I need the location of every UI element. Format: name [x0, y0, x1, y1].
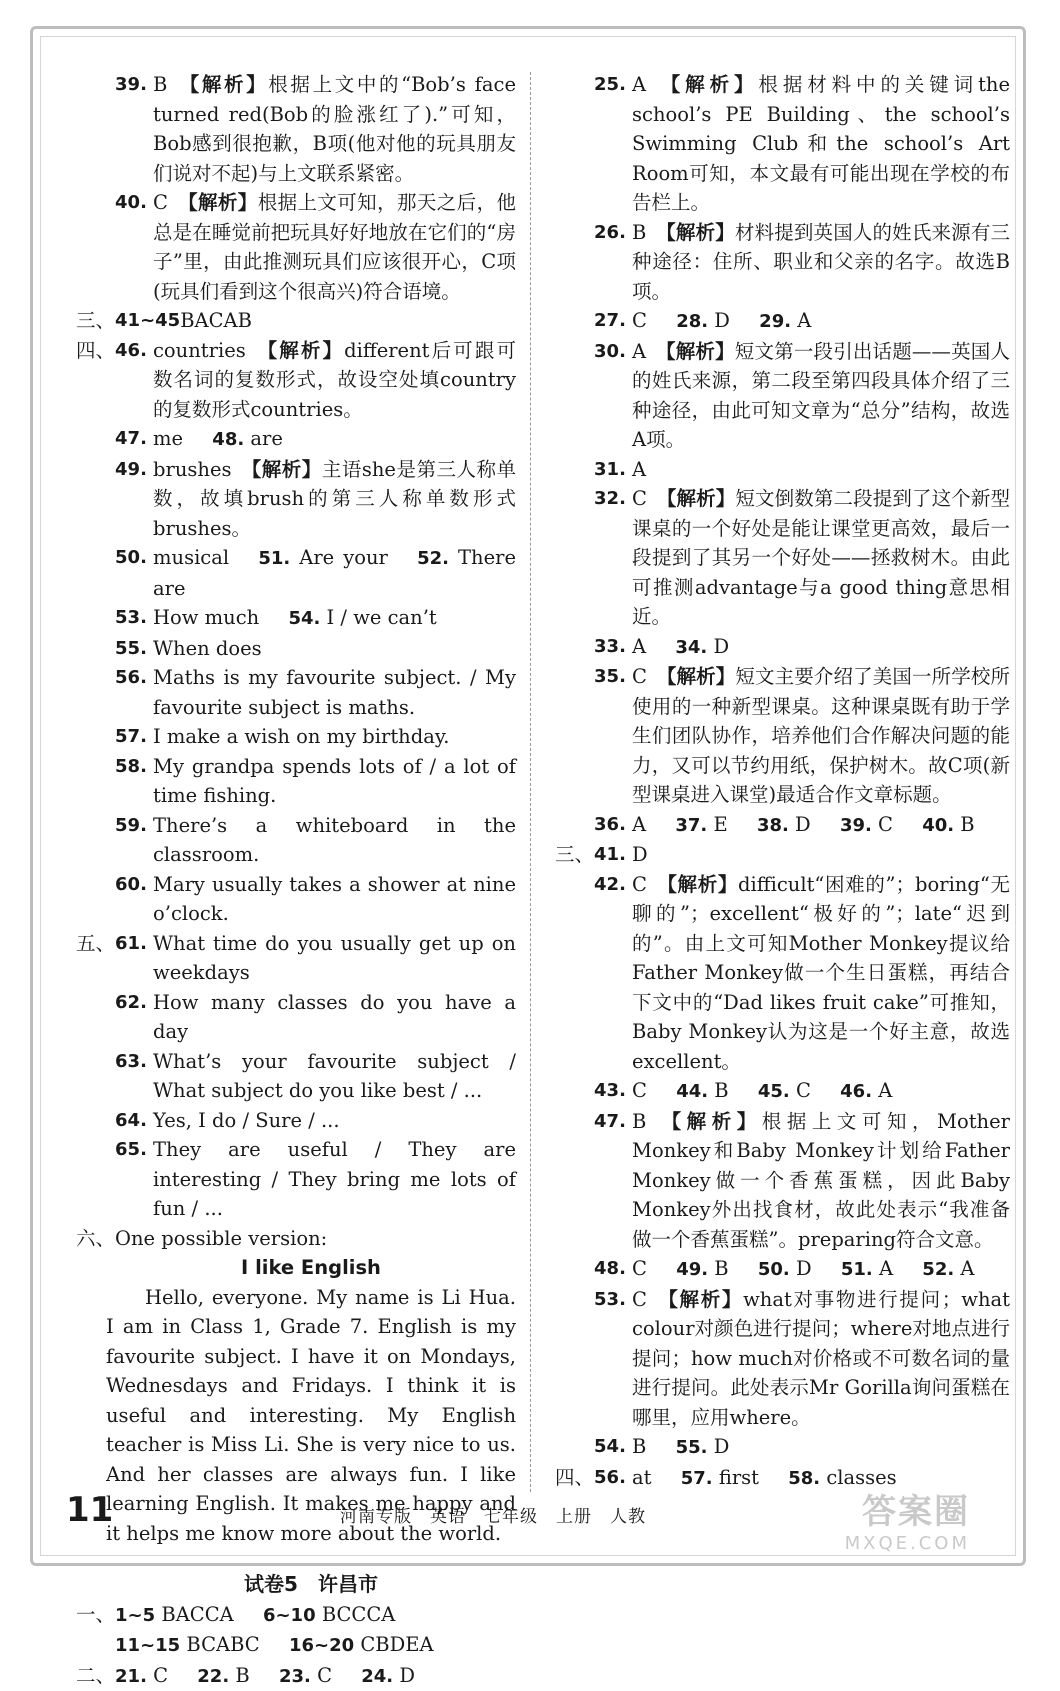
essay-header: [76, 1224, 516, 1254]
column-divider: [530, 72, 531, 1492]
question-number: 51.: [258, 548, 290, 569]
analysis-text: 根据上文可知，Mother Monkey和Baby Monkey计划给Father Monkey做一个香蕉蛋糕，因此Baby Monkey外出找食材，故此处表示“我准备做一个香蕉蛋糕”。preparing符合文意。: [632, 1110, 1010, 1251]
answer-choice: What time do you usually get up on weekdays: [153, 932, 516, 985]
answer-body: [153, 424, 516, 455]
question-number: 35.: [594, 662, 632, 692]
answer-choice: I make a wish on my birthday.: [153, 725, 449, 748]
analysis-tag: 【解析】: [178, 191, 258, 214]
answer-item: [76, 634, 516, 664]
answer-item: [76, 811, 516, 870]
question-number: 56.: [115, 663, 153, 693]
answer-body: [153, 336, 516, 425]
answer-choice: musical: [153, 546, 229, 569]
answer-body: [632, 810, 1010, 841]
footer-text: 河南专版 英语 七年级 上册 人教: [340, 1502, 646, 1527]
answer-choice: A: [878, 1079, 892, 1102]
answer-choice: BACAB: [180, 309, 252, 332]
question-number: 32.: [594, 484, 632, 514]
section-prefix: 四、: [555, 1463, 594, 1493]
answer-choice: countries: [153, 339, 246, 362]
question-number: 65.: [115, 1135, 153, 1165]
answer-choice: My grandpa spends lots of / a lot of time fishing.: [153, 755, 516, 808]
question-number: 58.: [115, 752, 153, 782]
analysis-text: 短文主要介绍了美国一所学校所使用的一种新型课桌。这种课桌既有助于学生们团队协作，培养他们合作解决问题的能力，又可以节约用纸，保护树木。故C项(新型课桌进入课堂)最适合作文章标题。: [632, 665, 1010, 806]
answer-choice: They are useful / They are interesting / They bring me lots of fun / ...: [153, 1138, 516, 1220]
question-number: 49.: [115, 455, 153, 485]
analysis-tag: 【解析】: [241, 458, 322, 481]
answer-choice: CBDEA: [360, 1633, 433, 1656]
question-number: 56.: [594, 1463, 632, 1493]
answer-item: [555, 810, 1010, 841]
answer-choice: B: [714, 1257, 728, 1280]
question-number: 22.: [197, 1666, 229, 1687]
question-number: 53.: [115, 603, 153, 633]
answer-choice: E: [713, 813, 727, 836]
question-number: 58.: [788, 1468, 820, 1489]
section-prefix: 六、: [76, 1224, 115, 1254]
analysis-text: 主语she是第三人称单数，故填brush的第三人称单数形式brushes。: [153, 458, 516, 540]
question-number: 53.: [594, 1285, 632, 1315]
section-prefix: 五、: [76, 929, 115, 959]
answer-choice: D: [714, 309, 730, 332]
answer-body: [153, 634, 516, 664]
question-number: 30.: [594, 337, 632, 367]
answer-item: [76, 929, 516, 988]
section-prefix: 三、: [555, 840, 594, 870]
answer-choice: C: [632, 1288, 647, 1311]
answer-body: [153, 603, 516, 634]
analysis-text: 根据材料中的关键词the school’s PE Building、the school’s Swimming Club和the school’s Art Room可知，本文最有可能出现在学校的布告栏上。: [632, 73, 1010, 214]
answer-choice: are: [250, 427, 283, 450]
answer-body: [153, 988, 516, 1047]
answer-choice: D: [796, 1257, 812, 1280]
question-number: 49.: [676, 1259, 708, 1280]
answer-choice: C: [632, 1079, 647, 1102]
answer-choice: C: [878, 813, 893, 836]
answer-body: [632, 1285, 1010, 1433]
answer-body: [632, 1076, 1010, 1107]
question-number: 28.: [676, 311, 708, 332]
question-number: 29.: [759, 311, 791, 332]
analysis-tag: 【解析】: [656, 221, 735, 244]
essay-title: I like English: [106, 1253, 516, 1283]
analysis-text: 根据上文可知，那天之后，他总是在睡觉前把玩具好好地放在它们的“房子”里，由此推测玩具们应该很开心，C项(玩具们看到这个很高兴)符合语境。: [153, 191, 516, 303]
question-number: 59.: [115, 811, 153, 841]
page-footer: [40, 1490, 1000, 1540]
answer-body: [632, 455, 1010, 485]
question-number: 57.: [681, 1468, 713, 1489]
answer-body: [153, 870, 516, 929]
question-number: 31.: [594, 455, 632, 485]
answer-choice: B: [960, 813, 974, 836]
analysis-text: difficult“困难的”；boring“无聊的”；excellent“极好的”；late“迟到的”。由上文可知Mother Monkey提议给Father Monkey做一个生日蛋糕，再结合下文中的“Dad likes fruit cake”可推知，Baby Monkey认为这是一个好主意，故选excellent。: [632, 873, 1010, 1073]
answer-choice: A: [632, 73, 646, 96]
section-prefix: 三、: [76, 306, 115, 336]
question-number: 50.: [115, 543, 153, 573]
answer-choice: C: [632, 309, 647, 332]
answer-item: [76, 1661, 516, 1691]
answer-body: [153, 1106, 516, 1136]
answer-choice: BCABC: [186, 1633, 259, 1656]
answer-choice: D: [713, 635, 729, 658]
left-column: [76, 70, 516, 1691]
answer-choice: first: [719, 1466, 759, 1489]
analysis-tag: 【解析】: [657, 487, 736, 510]
answer-item: [76, 870, 516, 929]
question-number: 60.: [115, 870, 153, 900]
question-number: 16~20: [289, 1635, 354, 1656]
question-number: 47.: [594, 1107, 632, 1137]
answer-choice: When does: [153, 637, 262, 660]
answer-body: [115, 1661, 516, 1691]
answer-choice: C: [153, 1664, 168, 1687]
answer-choice: D: [632, 843, 648, 866]
answer-choice: There’s a whiteboard in the classroom.: [153, 814, 516, 867]
question-number: 55.: [115, 634, 153, 664]
question-number: 46.: [115, 336, 153, 366]
question-number: 45.: [758, 1081, 790, 1102]
answer-item: [76, 663, 516, 722]
question-number: 40.: [115, 188, 153, 218]
analysis-text: what对事物进行提问；what colour对颜色进行提问；where对地点进行提问；how much对价格或不可数名词的量进行提问。此处表示Mr Gorilla询问蛋糕在哪里，应用where。: [632, 1288, 1010, 1429]
answer-item: [76, 336, 516, 425]
question-number: 52.: [922, 1259, 954, 1280]
analysis-tag: 【解析】: [657, 665, 736, 688]
question-number: 21.: [115, 1666, 147, 1687]
answer-body: [632, 1254, 1010, 1285]
answer-choice: me: [153, 427, 183, 450]
answer-body: [632, 632, 1010, 663]
analysis-text: 根据上文中的“Bob’s face turned red(Bob的脸涨红了).”可知，Bob感到很抱歉，B项(他对他的玩具朋友们说对不起)与上文联系紧密。: [153, 73, 516, 185]
answer-item: [76, 1047, 516, 1106]
answer-item: [76, 188, 516, 306]
section-prefix: 二、: [76, 1661, 115, 1691]
answer-body: [632, 218, 1010, 307]
answer-item: [555, 662, 1010, 810]
answer-item: [76, 306, 516, 336]
answer-choice: at: [632, 1466, 651, 1489]
analysis-tag: 【解析】: [656, 73, 759, 96]
question-number: 50.: [758, 1259, 790, 1280]
answer-item: [76, 752, 516, 811]
answer-item: [555, 1107, 1010, 1255]
answer-choice: C: [796, 1079, 811, 1102]
answer-choice: BCCCA: [322, 1603, 396, 1626]
answer-item: [76, 455, 516, 544]
answer-body: [632, 306, 1010, 337]
question-number: 40.: [922, 815, 954, 836]
question-number: 1~5: [115, 1605, 155, 1626]
answer-choice: C: [153, 191, 168, 214]
answer-body: [115, 1600, 516, 1631]
answer-item: [76, 722, 516, 752]
analysis-text: 短文倒数第二段提到了这个新型课桌的一个好处是能让课堂更高效，最后一段提到了其另一个好处——拯救树木。由此可推测advantage与a good thing意思相近。: [632, 487, 1010, 628]
page-number: 11: [66, 1490, 113, 1530]
answer-item: [555, 484, 1010, 632]
answer-choice: C: [632, 873, 647, 896]
answer-choice: I / we can’t: [327, 606, 437, 629]
answer-body: [632, 70, 1010, 218]
answer-body: [153, 929, 516, 988]
right-answer-list: [555, 70, 1010, 1493]
answer-choice: What’s your favourite subject / What subject do you like best / ...: [153, 1050, 516, 1103]
answer-body: [632, 337, 1010, 455]
analysis-text: 材料提到英国人的姓氏来源有三种途径：住所、职业和父亲的名字。故选B项。: [632, 221, 1010, 303]
answer-choice: There are: [153, 546, 516, 600]
analysis-tag: 【解析】: [656, 340, 735, 363]
question-number: 64.: [115, 1106, 153, 1136]
question-number: 33.: [594, 632, 632, 662]
right-column: [555, 70, 1010, 1493]
analysis-tag: 【解析】: [177, 73, 268, 96]
answer-body: [632, 1432, 1010, 1463]
answer-item: [555, 1432, 1010, 1463]
answer-item: [555, 1076, 1010, 1107]
answer-choice: D: [714, 1435, 730, 1458]
answer-choice: C: [632, 1257, 647, 1280]
watermark-url: MXQE.COM: [845, 1533, 970, 1554]
question-number: 34.: [675, 637, 707, 658]
answer-choice: D: [795, 813, 811, 836]
question-number: 11~15: [115, 1635, 180, 1656]
answer-body: [153, 188, 516, 306]
answer-choice: A: [879, 1257, 893, 1280]
answer-choice: How many classes do you have a day: [153, 991, 516, 1044]
answer-choice: Maths is my favourite subject. / My favourite subject is maths.: [153, 666, 516, 719]
answer-item: [555, 337, 1010, 455]
question-number: 57.: [115, 722, 153, 752]
answer-body: [153, 722, 516, 752]
question-number: 46.: [840, 1081, 872, 1102]
answer-item: [555, 1285, 1010, 1433]
answer-choice: B: [632, 1110, 646, 1133]
question-number: 54.: [594, 1432, 632, 1462]
answer-body: [632, 484, 1010, 632]
answer-body: [632, 840, 1010, 870]
answer-choice: C: [632, 487, 647, 510]
question-number: 38.: [757, 815, 789, 836]
answer-choice: B: [714, 1079, 728, 1102]
answer-choice: B: [153, 73, 167, 96]
answer-choice: BACCA: [161, 1603, 233, 1626]
answer-body: [153, 811, 516, 870]
question-number: 42.: [594, 870, 632, 900]
answer-body: [632, 662, 1010, 810]
answer-item: [76, 603, 516, 634]
answer-item: [555, 218, 1010, 307]
section-prefix: 四、: [76, 336, 115, 366]
question-number: 48.: [212, 429, 244, 450]
answer-choice: C: [632, 665, 647, 688]
answer-choice: A: [960, 1257, 974, 1280]
answer-choice: A: [632, 340, 646, 363]
answer-choice: D: [399, 1664, 415, 1687]
question-number: 36.: [594, 810, 632, 840]
answer-choice: Mary usually takes a shower at nine o’clock.: [153, 873, 516, 926]
answer-item: [76, 1630, 516, 1661]
question-number: 37.: [675, 815, 707, 836]
question-number: 48.: [594, 1254, 632, 1284]
answer-item: [555, 870, 1010, 1077]
question-number: 41.: [594, 840, 632, 870]
answer-item: [76, 543, 516, 603]
question-number: 62.: [115, 988, 153, 1018]
answer-choice: B: [632, 1435, 646, 1458]
answer-item: [76, 1106, 516, 1136]
answer-body: [153, 1135, 516, 1224]
answer-choice: A: [632, 635, 646, 658]
analysis-tag: 【解析】: [256, 339, 345, 362]
answer-choice: How much: [153, 606, 259, 629]
question-number: 41~45: [115, 306, 180, 336]
question-number: 24.: [361, 1666, 393, 1687]
question-number: 63.: [115, 1047, 153, 1077]
answer-choice: C: [317, 1664, 332, 1687]
question-number: 43.: [594, 1076, 632, 1106]
analysis-tag: 【解析】: [657, 873, 738, 896]
answer-item: [76, 1135, 516, 1224]
watermark: [845, 1484, 970, 1554]
answer-choice: A: [797, 309, 811, 332]
answer-body: [153, 70, 516, 188]
answer-choice: B: [632, 221, 646, 244]
answer-choice: A: [632, 813, 646, 836]
section-title: 试卷5 许昌市: [106, 1570, 516, 1600]
essay-paragraph: Hello, everyone. My name is Li Hua. I am in Class 1, Grade 7. English is my favourite subject. I have it on Mondays, Wednesdays and Fridays. I think it is useful and interesting. My English teacher is Miss Li. She is very nice to us. And her classes are always fun. I like learning English. It makes me happy and it helps me know more about the world.: [106, 1283, 516, 1549]
answer-body: [632, 870, 1010, 1077]
analysis-text: 短文第一段引出话题——英国人的姓氏来源，第二段至第四段具体介绍了三种途径，由此可知文章为“总分”结构，故选A项。: [632, 340, 1010, 452]
answer-body: [632, 1107, 1010, 1255]
answer-choice: Yes, I do / Sure / ...: [153, 1109, 340, 1132]
answer-choice: A: [632, 458, 646, 481]
answer-item: [555, 632, 1010, 663]
answer-item: [555, 1254, 1010, 1285]
answer-choice: classes: [826, 1466, 896, 1489]
question-number: 25.: [594, 70, 632, 100]
question-number: 61.: [115, 929, 153, 959]
question-number: 54.: [288, 608, 320, 629]
analysis-text: different后可跟可数名词的复数形式，故设空处填country的复数形式countries。: [153, 339, 516, 421]
question-number: 39.: [115, 70, 153, 100]
section5-answers: [76, 1600, 516, 1691]
answer-item: [555, 70, 1010, 218]
answer-body: [115, 1630, 516, 1661]
answer-choice: brushes: [153, 458, 231, 481]
answer-body: [153, 543, 516, 603]
answer-body: [153, 455, 516, 544]
answer-body: [180, 306, 516, 336]
answer-item: [555, 840, 1010, 870]
left-answer-list: [76, 70, 516, 1224]
answer-item: [76, 1600, 516, 1631]
question-number: 23.: [279, 1666, 311, 1687]
question-number: 39.: [840, 815, 872, 836]
answer-choice: Are your: [299, 546, 388, 569]
essay-intro: One possible version:: [115, 1224, 516, 1254]
answer-item: [555, 455, 1010, 485]
question-number: 26.: [594, 218, 632, 248]
question-number: 55.: [676, 1437, 708, 1458]
watermark-title: 答案圈: [845, 1484, 970, 1533]
question-number: 27.: [594, 306, 632, 336]
answer-choice: B: [235, 1664, 249, 1687]
answer-item: [76, 988, 516, 1047]
question-number: 47.: [115, 424, 153, 454]
answer-item: [76, 424, 516, 455]
question-number: 44.: [676, 1081, 708, 1102]
question-number: 6~10: [263, 1605, 316, 1626]
analysis-tag: 【解析】: [656, 1110, 762, 1133]
answer-item: [76, 70, 516, 188]
answer-body: [153, 663, 516, 722]
section-prefix: 一、: [76, 1600, 115, 1630]
answer-body: [153, 752, 516, 811]
question-number: 51.: [841, 1259, 873, 1280]
answer-item: [555, 306, 1010, 337]
question-number: 52.: [417, 548, 449, 569]
analysis-tag: 【解析】: [657, 1288, 743, 1311]
answer-body: [153, 1047, 516, 1106]
